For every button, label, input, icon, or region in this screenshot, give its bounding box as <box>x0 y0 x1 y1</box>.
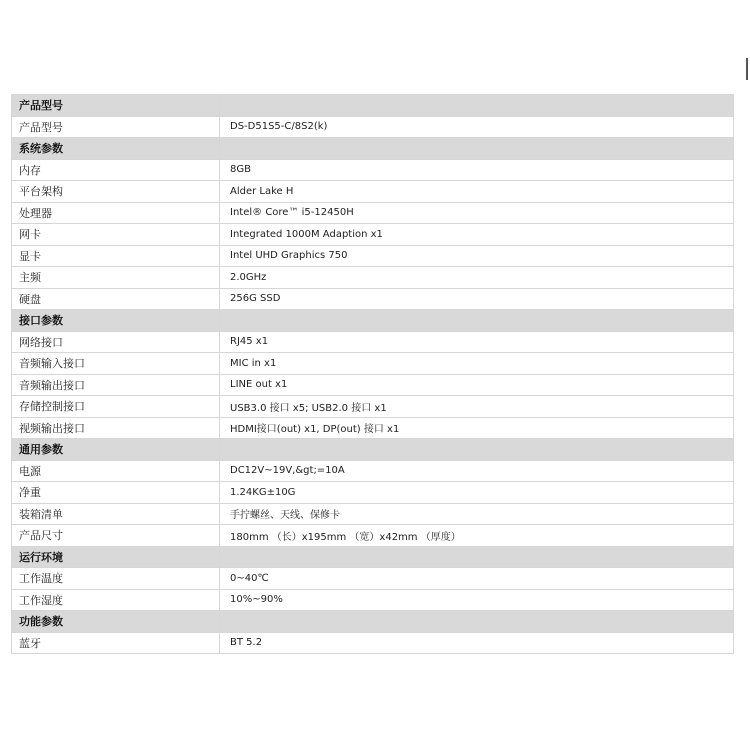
spec-label: 处理器 <box>12 202 220 224</box>
section-title: 通用参数 <box>12 439 220 461</box>
spec-value: LINE out x1 <box>220 374 734 396</box>
spec-row <box>12 116 734 138</box>
spec-label: 存储控制接口 <box>12 396 220 418</box>
section-header-row <box>12 310 734 332</box>
section-header-row <box>12 546 734 568</box>
section-title: 运行环境 <box>12 546 220 568</box>
spec-label: 产品型号 <box>12 116 220 138</box>
spec-row <box>12 503 734 525</box>
spec-label: 工作温度 <box>12 568 220 590</box>
section-header-row <box>12 95 734 117</box>
spec-row <box>12 181 734 203</box>
spec-value: Intel® Core™ i5-12450H <box>220 202 734 224</box>
spec-value: HDMI接口(out) x1, DP(out) 接口 x1 <box>220 417 734 439</box>
section-header-row <box>12 439 734 461</box>
spec-table-body <box>12 95 734 654</box>
section-title: 产品型号 <box>12 95 220 117</box>
spec-value: 1.24KG±10G <box>220 482 734 504</box>
spec-row <box>12 159 734 181</box>
spec-value: 手拧螺丝、天线、保修卡 <box>220 503 734 525</box>
section-header-empty-cell <box>220 138 734 160</box>
spec-row <box>12 396 734 418</box>
spec-value: 0~40℃ <box>220 568 734 590</box>
spec-value: 2.0GHz <box>220 267 734 289</box>
section-header-empty-cell <box>220 611 734 633</box>
spec-label: 内存 <box>12 159 220 181</box>
spec-value: Intel UHD Graphics 750 <box>220 245 734 267</box>
spec-value: DC12V~19V,&gt;=10A <box>220 460 734 482</box>
spec-value: 180mm （长）x195mm （宽）x42mm （厚度） <box>220 525 734 547</box>
spec-row <box>12 245 734 267</box>
spec-row <box>12 224 734 246</box>
spec-value: MIC in x1 <box>220 353 734 375</box>
spec-label: 平台架构 <box>12 181 220 203</box>
spec-table <box>11 94 734 654</box>
spec-label: 装箱清单 <box>12 503 220 525</box>
spec-row <box>12 374 734 396</box>
spec-row <box>12 525 734 547</box>
spec-row <box>12 267 734 289</box>
section-title: 接口参数 <box>12 310 220 332</box>
spec-value: 8GB <box>220 159 734 181</box>
spec-row <box>12 353 734 375</box>
spec-label: 产品尺寸 <box>12 525 220 547</box>
spec-value: Integrated 1000M Adaption x1 <box>220 224 734 246</box>
spec-label: 主频 <box>12 267 220 289</box>
spec-label: 硬盘 <box>12 288 220 310</box>
spec-row <box>12 568 734 590</box>
section-header-empty-cell <box>220 546 734 568</box>
spec-value: 10%~90% <box>220 589 734 611</box>
spec-value: BT 5.2 <box>220 632 734 654</box>
spec-value: 256G SSD <box>220 288 734 310</box>
spec-row <box>12 417 734 439</box>
section-header-empty-cell <box>220 439 734 461</box>
spec-row <box>12 202 734 224</box>
spec-label: 电源 <box>12 460 220 482</box>
spec-label: 蓝牙 <box>12 632 220 654</box>
spec-value: DS-D51S5-C/8S2(k) <box>220 116 734 138</box>
spec-row <box>12 482 734 504</box>
spec-row <box>12 331 734 353</box>
spec-row <box>12 288 734 310</box>
section-title: 功能参数 <box>12 611 220 633</box>
spec-value: USB3.0 接口 x5; USB2.0 接口 x1 <box>220 396 734 418</box>
spec-row <box>12 460 734 482</box>
spec-value: Alder Lake H <box>220 181 734 203</box>
spec-label: 视频输出接口 <box>12 417 220 439</box>
spec-value: RJ45 x1 <box>220 331 734 353</box>
spec-label: 净重 <box>12 482 220 504</box>
scroll-edge-mark <box>746 58 748 80</box>
spec-label: 网卡 <box>12 224 220 246</box>
spec-label: 显卡 <box>12 245 220 267</box>
spec-label: 音频输入接口 <box>12 353 220 375</box>
spec-label: 工作湿度 <box>12 589 220 611</box>
section-header-empty-cell <box>220 310 734 332</box>
section-header-row <box>12 611 734 633</box>
section-title: 系统参数 <box>12 138 220 160</box>
spec-label: 网络接口 <box>12 331 220 353</box>
spec-row <box>12 632 734 654</box>
spec-label: 音频输出接口 <box>12 374 220 396</box>
spec-row <box>12 589 734 611</box>
section-header-row <box>12 138 734 160</box>
section-header-empty-cell <box>220 95 734 117</box>
